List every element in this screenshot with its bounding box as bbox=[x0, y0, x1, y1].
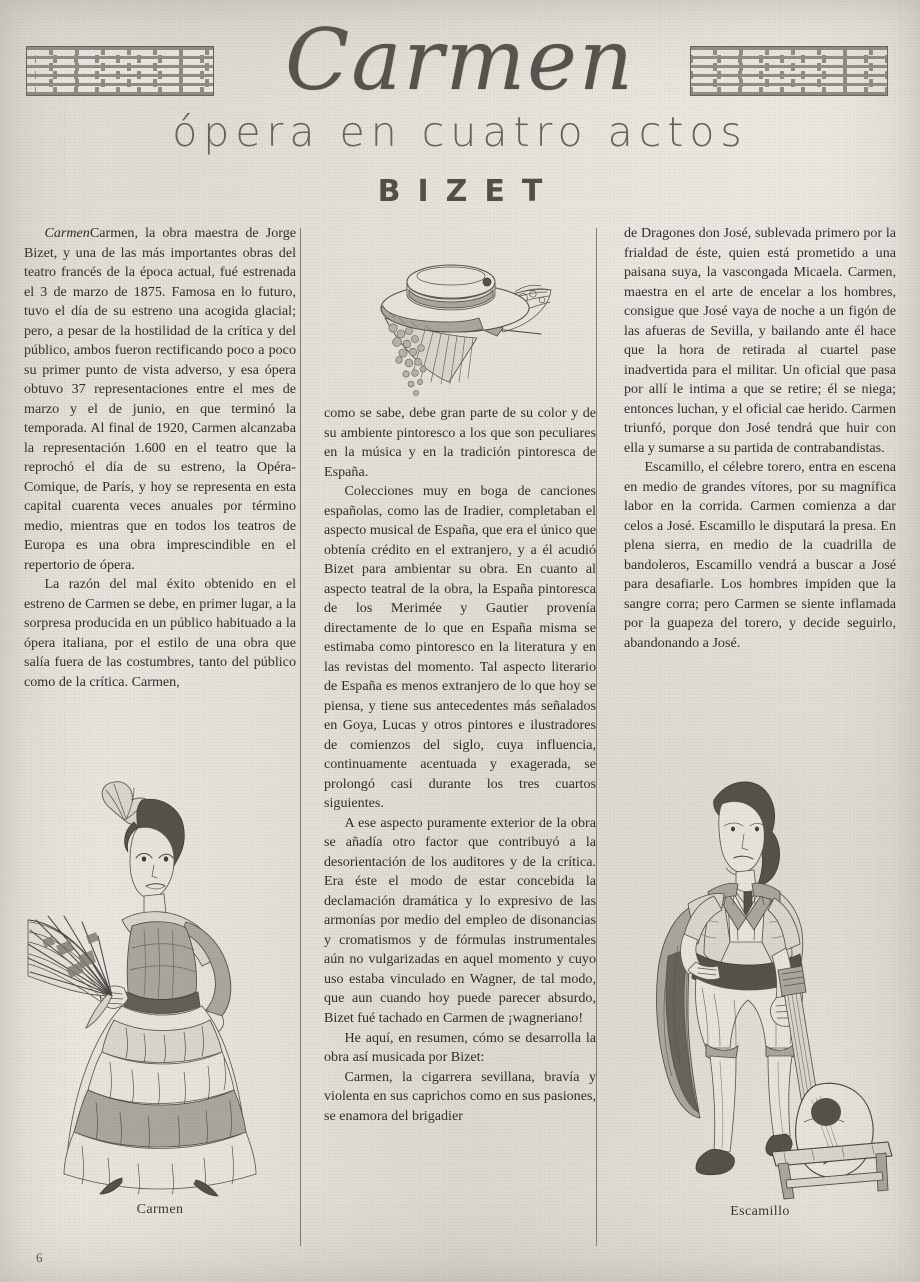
paragraph: como se sabe, debe gran parte de su color y de su ambiente pintoresco a los que son peculiares en la música y en la tradición pintoresca de España. bbox=[324, 405, 596, 480]
paragraph: de Dragones don José, sublevada primero por la frialdad de éste, quien está prometido a una paisana suya, la vascongada Micaela. Carmen, maestra en el arte de encelar a los hombres, consigue que José vaya de noche a un figón de las afueras de Sevilla, y bailando ante él hace que la hora de retirada al cuartel pase inadvertida para el militar. Un oficial que pasa por allí le intima a que se retire; él se niega; entonces luchan, y el oficial cae herido. Carmen triunfó, porque don José tendrá que huir con ella y sumarse a su partida de contrabandistas. bbox=[624, 225, 896, 456]
paragraph: He aquí, en resumen, cómo se desarrolla la obra así musicada por Bizet: bbox=[324, 1029, 596, 1066]
composer-name: BIZET bbox=[377, 174, 560, 209]
page-title: Carmen bbox=[285, 11, 635, 109]
paragraph: La razón del mal éxito obtenido en el estreno de Carmen se debe, en primer lugar, a la sorpresa producida en un público habituado a la ópera italiana, por el estilo de una obra que salía fuera de las costumbres, tanto del público como de la crítica. Carmen, bbox=[24, 576, 296, 690]
page-subtitle: ópera en cuatro actos bbox=[172, 108, 748, 156]
carmen-flamenco-dancer-icon bbox=[26, 770, 294, 1200]
escamillo-torero-with-guitar-icon bbox=[626, 756, 894, 1200]
paragraph: A ese aspecto puramente exterior de la obra se añadía otro factor que contribuyó a la desorientación de los auditores y de la crítica. Era éste el modo de estar concebida la declamación dramática y lo expresivo de las armonías por medio del empleo de disonancias y cromatismos y de fórmulas instrumentales aún no vulgarizadas en aquel momento y cuyo uso estaba vinculado en Wagner, de tal modo, que aun cuando hoy puede parecer absurdo, Bizet fué tachado en Carmen de ¡wagneriano! bbox=[324, 814, 596, 1026]
work-title-italic: Carmen bbox=[44, 225, 90, 241]
paragraph: Carmen, la cigarrera sevillana, bravía y violenta en sus caprichos como en sus pasiones, se enamora del brigadier bbox=[324, 1068, 596, 1124]
text-column-1 bbox=[24, 224, 296, 692]
page-number: 6 bbox=[36, 1250, 43, 1265]
spanish-hat-fan-shawl-icon bbox=[337, 232, 573, 408]
paragraph bbox=[24, 224, 296, 575]
paragraph-text: Carmen, la obra maestra de Jorge Bizet, y una de las más importantes obras del teatro francés de la época actual, fué estrenada el 3 de marzo de 1875. Famosa en lo futuro, tuvo el día de su estreno una acogida glacial; pero, a pesar de la hostilidad de la crítica y del público, ambos fueron rectificando poco a poco su primer punto de vista adverso, y esa ópera obtuvo 37 representaciones entre el mes de marzo y el de junio, en que terminó la temporada. Al final de 1920, Carmen alcanzaba la representación 1.600 en el teatro que la reprochó el día de su estreno, la Opéra-Comique, de París, y hoy se representa en esta capital cuarenta veces anuales por término medio, mientras que en todos los teatros de Europa es una obra imprescindible en el repertorio de ópera. bbox=[24, 225, 296, 573]
masthead bbox=[0, 12, 920, 212]
text-column-3 bbox=[624, 224, 896, 653]
paragraph: Colecciones muy en boga de canciones españolas, como las de Iradier, completaban el aspecto musical de España, que era el único que obtenía crédito en el extranjero, y a él acudió Bizet para ambientar su obra. En cuanto al aspecto teatral de la obra, la España pintoresca de los Merimée y Gautier provenía directamente de lo que en España misma se estimaba como pintoresco en la literatura y en las revistas del momento. Tal aspecto literario de España es menos extranjero de lo que hoy se piensa, y tiene sus antecedentes más señalados en Goya, Lucas y otros pintores e ilustradores de comienzos del siglo, cuya influencia, continuamente acentuada y exagerada, se prolongó casi durante los tres cuartos siguientes. bbox=[324, 483, 596, 812]
hand-fan-icon bbox=[28, 916, 112, 1028]
carmen-caption: Carmen bbox=[136, 1202, 184, 1217]
escamillo-figure bbox=[624, 756, 896, 1220]
vignette-figure bbox=[330, 232, 580, 408]
paragraph: Escamillo, el célebre torero, entra en escena en medio de grandes vítores, por su magnífica labor en la corrida. Carmen comienza a dar celos a José. Escamillo le disputará la presa. En plena sierra, en medio de la cuadrilla de bandoleros, Escamillo vendrá a buscar a José para desafiarle. Los hombres impiden que la sangre corra; pero Carmen se siente inflamada por la guapeza del torero, y decide seguirlo, abandonando a José. bbox=[624, 459, 896, 651]
escamillo-caption: Escamillo bbox=[730, 1204, 790, 1219]
carmen-figure bbox=[24, 770, 296, 1218]
